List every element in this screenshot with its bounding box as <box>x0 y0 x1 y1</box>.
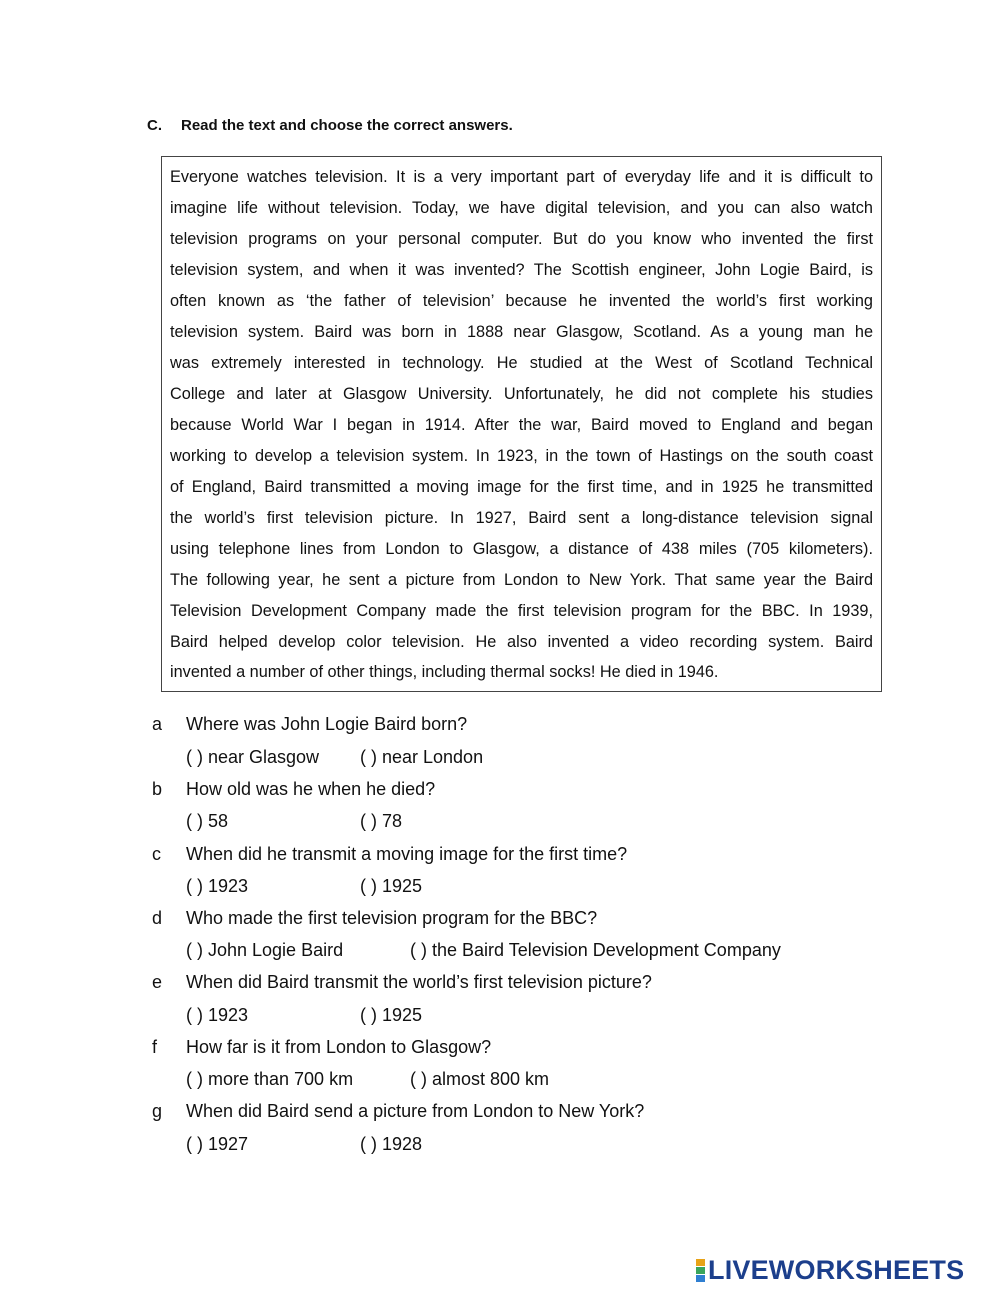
liveworksheets-logo <box>696 1255 964 1285</box>
passage-line: was extremely interested in technology. He studied at the West of Scotland Technical <box>170 354 873 372</box>
question-letter: d <box>152 908 163 928</box>
passage-line: using telephone lines from London to Glasgow, a distance of 438 miles (705 kilometers). <box>170 540 873 558</box>
answer-option[interactable]: ( ) near London <box>360 747 484 767</box>
question-text: When did he transmit a moving image for the first time? <box>186 844 628 864</box>
question-letter: b <box>152 779 163 799</box>
passage-line: television programs on your personal computer. But do you know who invented the first <box>170 230 873 248</box>
question-text: How old was he when he died? <box>186 779 436 799</box>
passage-line: often known as ‘the father of television’ because he invented the world’s first working <box>170 292 873 310</box>
logo-blocks-icon <box>696 1259 705 1282</box>
passage-line: the world’s first television picture. In 1927, Baird sent a long-distance television signal <box>170 509 873 527</box>
section-letter: C. <box>147 117 162 134</box>
question-text: Where was John Logie Baird born? <box>186 714 468 734</box>
question-letter: a <box>152 714 163 734</box>
passage-line: imagine life without television. Today, we have digital television, and you can also watch <box>170 199 873 217</box>
question-letter: c <box>152 844 161 864</box>
answer-option[interactable]: ( ) John Logie Baird <box>186 940 344 960</box>
question-letter: e <box>152 972 163 992</box>
passage-line: working to develop a television system. In 1923, in the town of Hastings on the south coast <box>170 447 873 465</box>
answer-option[interactable]: ( ) 1925 <box>360 876 423 896</box>
answer-option[interactable]: ( ) 58 <box>186 811 229 831</box>
question-text: When did Baird transmit the world’s first television picture? <box>186 972 652 992</box>
passage-line: of England, Baird transmitted a moving image for the first time, and in 1925 he transmitted <box>170 478 873 496</box>
logo-text: LIVEWORKSHEETS <box>708 1254 965 1285</box>
answer-option[interactable]: ( ) more than 700 km <box>186 1069 354 1089</box>
passage-line: invented a number of other things, including thermal socks! He died in 1946. <box>170 663 719 681</box>
reading-passage <box>161 156 882 692</box>
answer-option[interactable]: ( ) 1923 <box>186 876 249 896</box>
passage-line: The following year, he sent a picture from London to New York. That same year the Baird <box>170 571 873 589</box>
answer-option[interactable]: ( ) 78 <box>360 811 403 831</box>
question-letter: f <box>152 1037 158 1057</box>
passage-line: Television Development Company made the first television program for the BBC. In 1939, <box>170 602 873 620</box>
passage-line: College and later at Glasgow University. Unfortunately, he did not complete his studies <box>170 385 873 403</box>
question-text: Who made the first television program for the BBC? <box>186 908 598 928</box>
question-text: How far is it from London to Glasgow? <box>186 1037 492 1057</box>
question-text: When did Baird send a picture from London to New York? <box>186 1101 645 1121</box>
passage-line: television system. Baird was born in 1888 near Glasgow, Scotland. As a young man he <box>170 323 873 341</box>
answer-option[interactable]: ( ) 1923 <box>186 1005 249 1025</box>
answer-option[interactable]: ( ) the Baird Television Development Company <box>410 940 781 960</box>
section-instruction: Read the text and choose the correct answers. <box>181 117 513 134</box>
question-letter: g <box>152 1101 163 1121</box>
passage-line: because World War I began in 1914. After the war, Baird moved to England and began <box>170 416 873 434</box>
passage-line: Baird helped develop color television. He also invented a video recording system. Baird <box>170 633 873 651</box>
answer-option[interactable]: ( ) 1928 <box>360 1134 423 1154</box>
answer-option[interactable]: ( ) 1927 <box>186 1134 249 1154</box>
answer-option[interactable]: ( ) almost 800 km <box>410 1069 550 1089</box>
section-heading <box>147 117 513 134</box>
answer-option[interactable]: ( ) 1925 <box>360 1005 423 1025</box>
passage-line: Everyone watches television. It is a very important part of everyday life and it is difficult to <box>170 168 873 186</box>
answer-option[interactable]: ( ) near Glasgow <box>186 747 320 767</box>
passage-line: television system, and when it was invented? The Scottish engineer, John Logie Baird, is <box>170 261 873 279</box>
